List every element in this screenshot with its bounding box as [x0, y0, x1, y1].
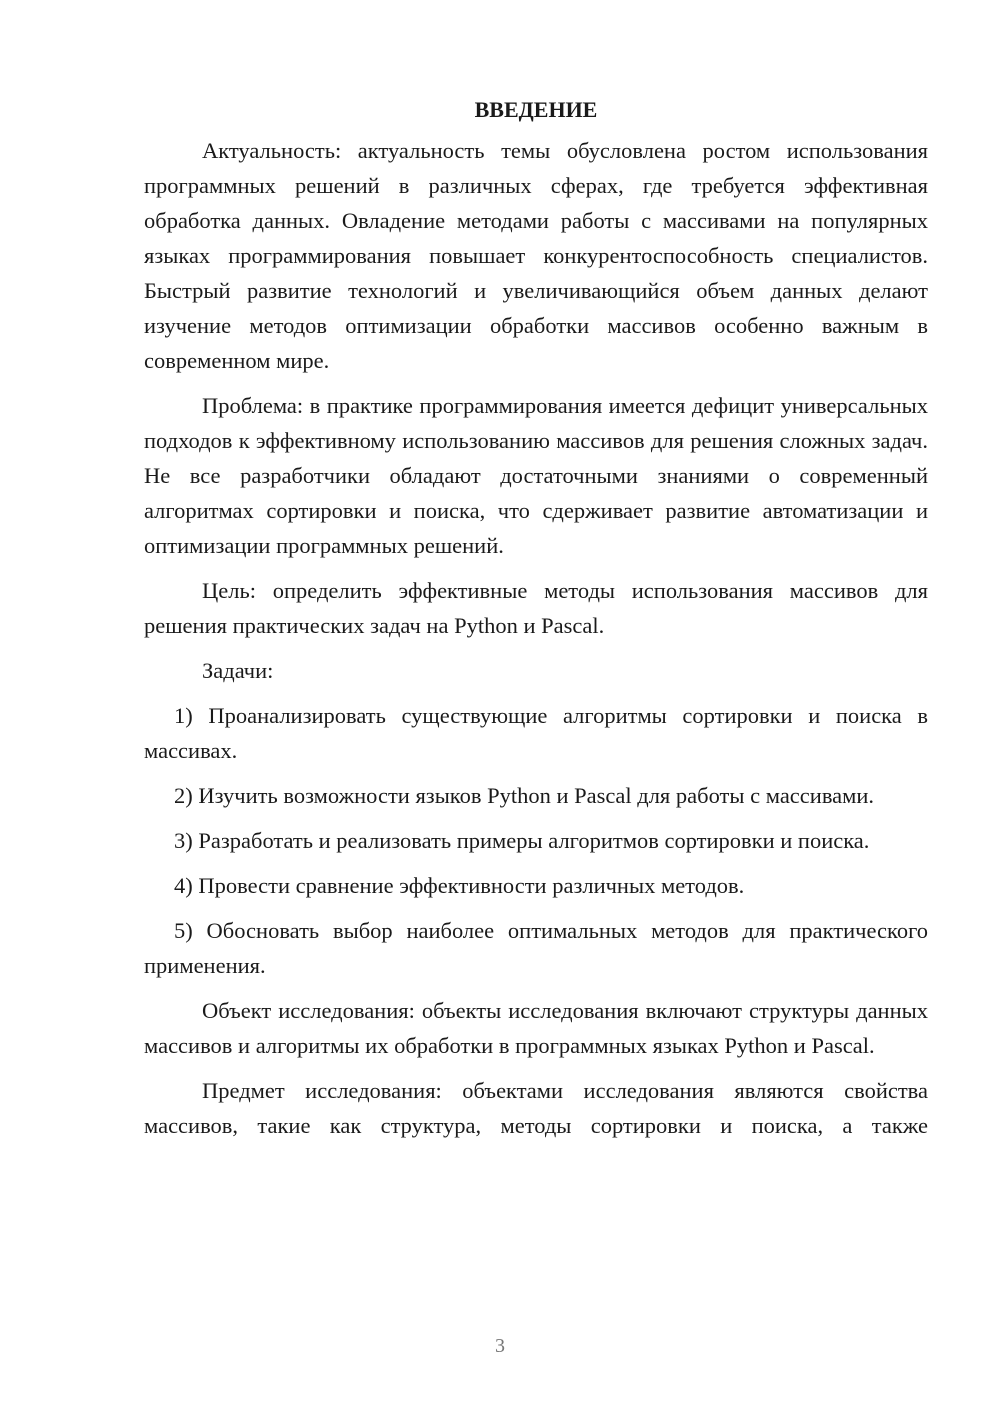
document-page [144, 95, 928, 1143]
paragraph-object: Объект исследования: объекты исследования включают структуры данных массивов и алгоритмы их обработки в программных языках Python и Pascal. [144, 998, 928, 1058]
task-item-2: 2) Изучить возможности языков Python и Pascal для работы с массивами. [174, 783, 875, 808]
page-title: ВВЕДЕНИЕ [474, 97, 598, 122]
task-item-1: 1) Проанализировать существующие алгоритмы сортировки и поиска в массивах. [144, 703, 928, 763]
task-item-5: 5) Обосновать выбор наиболее оптимальных методов для практического применения. [144, 918, 928, 978]
task-item-4: 4) Провести сравнение эффективности различных методов. [174, 873, 745, 898]
paragraph-subject: Предмет исследования: объектами исследования являются свойства массивов, такие как структура, методы сортировки и поиска, а также [144, 1078, 928, 1138]
task-item-3: 3) Разработать и реализовать примеры алгоритмов сортировки и поиска. [174, 828, 870, 853]
paragraph-goal: Цель: определить эффективные методы использования массивов для решения практических задач на Python и Pascal. [144, 578, 928, 638]
paragraph-problem: Проблема: в практике программирования имеется дефицит универсальных подходов к эффективному использованию массивов для решения сложных задач. Не все разработчики обладают достаточными знаниями о современный алгоритмах сортировки и поиска, что сдерживает развитие автоматизации и оптимизации программных решений. [144, 393, 928, 558]
page-number: 3 [495, 1335, 505, 1357]
paragraph-relevance: Актуальность: актуальность темы обусловлена ростом использования программных решений в различных сферах, где требуется эффективная обработка данных. Овладение методами работы с массивами на популярных языках программирования повышает конкурентоспособность специалистов. Быстрый развитие технологий и увеличивающийся объем данных делают изучение методов оптимизации обработки массивов особенно важным в современном мире. [144, 138, 928, 373]
tasks-heading: Задачи: [202, 658, 274, 683]
